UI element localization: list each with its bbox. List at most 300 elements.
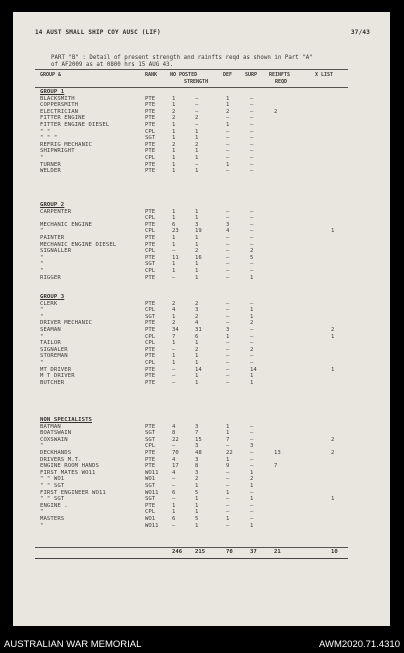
cell-v1: 2 bbox=[172, 141, 176, 148]
cell-v3: – bbox=[226, 235, 230, 241]
cell-trade: TURNER bbox=[40, 161, 61, 168]
cell-rank: CPL bbox=[145, 155, 156, 161]
cell-v2: – bbox=[195, 108, 199, 115]
cell-v4: 1 bbox=[250, 313, 254, 320]
cell-v4: – bbox=[250, 436, 254, 443]
cell-v4: 1 bbox=[250, 522, 254, 529]
cell-v2: 1 bbox=[195, 496, 199, 503]
cell-v1: 23 bbox=[172, 228, 179, 235]
cell-v4: – bbox=[250, 463, 254, 470]
cell-v3: – bbox=[226, 346, 230, 353]
cell-v6: 2 bbox=[331, 327, 335, 333]
cell-v3: – bbox=[226, 307, 230, 314]
unit-heading: 14 AUST SMALL SHIP COY AUSC (LIF) bbox=[35, 29, 161, 36]
cell-v3: 22 bbox=[226, 450, 233, 456]
cell-v2: – bbox=[195, 161, 199, 168]
cell-v4: – bbox=[250, 268, 254, 274]
cell-v4: 2 bbox=[250, 476, 254, 483]
cell-v6: 2 bbox=[331, 450, 335, 456]
col-reinfts: REINFTS bbox=[269, 72, 291, 78]
col-surplus: SURP bbox=[245, 72, 258, 78]
cell-v2: 8 bbox=[195, 463, 199, 470]
cell-v2: 1 bbox=[195, 353, 199, 360]
cell-trade: WELDER bbox=[40, 168, 61, 175]
cell-v2: 3 bbox=[195, 456, 199, 463]
cell-trade: " " " bbox=[40, 135, 58, 142]
group-title: NON SPECIALISTS bbox=[40, 417, 93, 423]
cell-v3: – bbox=[226, 254, 230, 261]
cell-v4: – bbox=[250, 122, 254, 128]
cell-trade: " bbox=[40, 155, 44, 161]
cell-v1: 1 bbox=[172, 502, 176, 509]
cell-rank: CPL bbox=[145, 307, 156, 314]
cell-v4: – bbox=[250, 450, 254, 456]
cell-v4: 5 bbox=[250, 254, 254, 261]
cell-v1: – bbox=[172, 443, 176, 450]
cell-v4: – bbox=[250, 148, 254, 155]
cell-trade: REFRIG MECHANIC bbox=[40, 141, 93, 148]
cell-rank: CPL bbox=[145, 248, 156, 255]
cell-v4: – bbox=[250, 102, 254, 109]
cell-rank: PTE bbox=[145, 168, 156, 175]
cell-v1: 1 bbox=[172, 168, 176, 175]
cell-v2: – bbox=[195, 95, 199, 102]
cell-v2: 3 bbox=[195, 469, 199, 476]
cell-trade: BOATSWAIN bbox=[40, 430, 72, 437]
cell-v1: 6 bbox=[172, 221, 176, 228]
cell-v3: – bbox=[226, 496, 230, 503]
cell-v3: 9 bbox=[226, 463, 230, 470]
cell-v1: 1 bbox=[172, 313, 176, 320]
cell-v1: 11 bbox=[172, 254, 179, 261]
cell-trade: COXSWAIN bbox=[40, 436, 68, 443]
totals-rule-top bbox=[35, 547, 348, 548]
cell-v3: 1 bbox=[226, 456, 230, 463]
archive-reference: AWM2020.71.4310 bbox=[319, 639, 400, 650]
cell-rank: SGT bbox=[145, 135, 156, 142]
cell-v4: – bbox=[250, 353, 254, 360]
cell-v2: 6 bbox=[195, 333, 199, 340]
cell-v2: 5 bbox=[195, 516, 199, 522]
cell-v2: 1 bbox=[195, 208, 199, 215]
cell-v3: – bbox=[226, 502, 230, 509]
cell-rank: PTE bbox=[145, 366, 156, 373]
cell-v1: – bbox=[172, 483, 176, 489]
cell-v1: 1 bbox=[172, 353, 176, 360]
cell-v3: – bbox=[226, 373, 230, 380]
cell-v2: 2 bbox=[195, 346, 199, 353]
cell-v2: 1 bbox=[195, 168, 199, 175]
cell-v1: 34 bbox=[172, 327, 179, 333]
cell-v1: – bbox=[172, 274, 176, 281]
cell-v1: – bbox=[172, 248, 176, 255]
cell-v3: – bbox=[226, 141, 230, 148]
cell-v2: 4 bbox=[195, 320, 199, 327]
cell-rank: PTE bbox=[145, 456, 156, 463]
cell-v3: – bbox=[226, 353, 230, 360]
cell-rank: PTE bbox=[145, 208, 156, 215]
cell-v1: 1 bbox=[172, 261, 176, 268]
cell-v5: 13 bbox=[274, 450, 281, 456]
cell-v4: – bbox=[250, 168, 254, 175]
cell-v1: – bbox=[172, 496, 176, 503]
cell-v4: – bbox=[250, 430, 254, 437]
cell-v3: – bbox=[226, 340, 230, 347]
cell-v4: 2 bbox=[250, 248, 254, 255]
cell-v3: – bbox=[226, 261, 230, 268]
cell-trade: CLERK bbox=[40, 300, 58, 307]
cell-v1: 6 bbox=[172, 516, 176, 522]
cell-rank: WO11 bbox=[145, 469, 159, 476]
cell-v4: – bbox=[250, 333, 254, 340]
cell-v3: 1 bbox=[226, 333, 230, 340]
cell-rank: CPL bbox=[145, 443, 156, 450]
cell-v2: 14 bbox=[195, 366, 202, 373]
cell-trade: ENGINE ROOM HANDS bbox=[40, 463, 99, 470]
cell-v2: 2 bbox=[195, 476, 199, 483]
cell-v1: 2 bbox=[172, 115, 176, 122]
cell-v2: 1 bbox=[195, 522, 199, 529]
group-title: GROUP 2 bbox=[40, 202, 65, 208]
cell-v3: 1 bbox=[226, 516, 230, 522]
group-title: GROUP 1 bbox=[40, 89, 65, 95]
cell-v3: – bbox=[226, 469, 230, 476]
total-v5: 21 bbox=[274, 549, 281, 555]
cell-v2: 1 bbox=[195, 274, 199, 281]
cell-trade: " " SGT bbox=[40, 483, 65, 489]
cell-v3: – bbox=[226, 128, 230, 135]
cell-v2: 1 bbox=[195, 135, 199, 142]
cell-v2: 2 bbox=[195, 141, 199, 148]
cell-v4: 14 bbox=[250, 366, 257, 373]
cell-trade: BATMAN bbox=[40, 423, 61, 430]
cell-trade: DRIVERS M.T. bbox=[40, 456, 82, 463]
table-row bbox=[13, 523, 390, 530]
cell-rank: CPL bbox=[145, 268, 156, 274]
totals-row bbox=[13, 549, 390, 556]
cell-rank: PTE bbox=[145, 320, 156, 327]
cell-v6: 1 bbox=[331, 333, 335, 340]
cell-v5: 7 bbox=[274, 463, 278, 470]
cell-trade: FIRST MATES WO11 bbox=[40, 469, 96, 476]
cell-trade: " " bbox=[40, 128, 51, 135]
cell-trade: SHIPWRIGHT bbox=[40, 148, 75, 155]
cell-v1: 1 bbox=[172, 122, 176, 128]
cell-trade: DECKHANDS bbox=[40, 450, 72, 456]
cell-v2: 1 bbox=[195, 360, 199, 366]
cell-trade: ENGINE . bbox=[40, 502, 68, 509]
cell-v1: – bbox=[172, 366, 176, 373]
cell-v1: 2 bbox=[172, 108, 176, 115]
cell-v2: 1 bbox=[195, 340, 199, 347]
cell-trade: " bbox=[40, 307, 44, 314]
cell-v4: – bbox=[250, 95, 254, 102]
cell-v3: – bbox=[226, 168, 230, 175]
cell-v4: – bbox=[250, 115, 254, 122]
document-sheet bbox=[13, 12, 390, 626]
cell-v4: – bbox=[250, 221, 254, 228]
table-row bbox=[13, 168, 390, 175]
cell-v1: 1 bbox=[172, 235, 176, 241]
col-group: GROUP & bbox=[40, 72, 62, 78]
cell-v3: 1 bbox=[226, 430, 230, 437]
cell-v4: 2 bbox=[250, 346, 254, 353]
cell-v4: – bbox=[250, 300, 254, 307]
cell-v2: – bbox=[195, 102, 199, 109]
cell-v1: 1 bbox=[172, 360, 176, 366]
cell-v3: 2 bbox=[226, 108, 230, 115]
cell-trade: SIGNALLER bbox=[40, 248, 72, 255]
col-posted: NO POSTED bbox=[170, 72, 198, 78]
group-title: GROUP 3 bbox=[40, 294, 65, 300]
cell-v1: 4 bbox=[172, 423, 176, 430]
cell-v1: 17 bbox=[172, 463, 179, 470]
cell-rank: CPL bbox=[145, 509, 156, 516]
cell-rank: PTE bbox=[145, 300, 156, 307]
cell-rank: PTE bbox=[145, 161, 156, 168]
cell-rank: CPL bbox=[145, 228, 156, 235]
cell-v1: – bbox=[172, 379, 176, 386]
cell-v3: 1 bbox=[226, 423, 230, 430]
cell-v1: 1 bbox=[172, 161, 176, 168]
page-reference: 37/43 bbox=[351, 29, 371, 36]
cell-v1: 2 bbox=[172, 320, 176, 327]
cell-rank: SGT bbox=[145, 496, 156, 503]
cell-rank: PTE bbox=[145, 346, 156, 353]
cell-v2: 19 bbox=[195, 228, 202, 235]
total-v1: 246 bbox=[172, 549, 183, 555]
cell-v4: – bbox=[250, 516, 254, 522]
cell-v4: – bbox=[250, 135, 254, 142]
cell-v3: – bbox=[226, 366, 230, 373]
cell-v1: 1 bbox=[172, 241, 176, 248]
cell-trade: MT DRIVER bbox=[40, 366, 72, 373]
cell-v3: – bbox=[226, 115, 230, 122]
cell-v4: – bbox=[250, 108, 254, 115]
cell-trade: " bbox=[40, 268, 44, 274]
cell-v4: 1 bbox=[250, 496, 254, 503]
cell-v4: 1 bbox=[250, 373, 254, 380]
cell-trade: " " SGT bbox=[40, 496, 65, 503]
cell-trade: " bbox=[40, 522, 44, 529]
cell-v3: – bbox=[226, 443, 230, 450]
cell-trade: M T DRIVER bbox=[40, 373, 75, 380]
total-v6: 10 bbox=[331, 549, 338, 555]
cell-v4: – bbox=[250, 215, 254, 222]
cell-v3: – bbox=[226, 522, 230, 529]
cell-v3: – bbox=[226, 248, 230, 255]
total-v4: 37 bbox=[250, 549, 257, 555]
cell-rank: CPL bbox=[145, 215, 156, 222]
cell-v4: 1 bbox=[250, 274, 254, 281]
cell-v1: 4 bbox=[172, 307, 176, 314]
cell-v4: 1 bbox=[250, 469, 254, 476]
cell-v4: – bbox=[250, 340, 254, 347]
cell-rank: SGT bbox=[145, 313, 156, 320]
cell-trade: COPPERSMITH bbox=[40, 102, 79, 109]
cell-rank: WO11 bbox=[145, 522, 159, 529]
cell-rank: PTE bbox=[145, 115, 156, 122]
cell-v1: 22 bbox=[172, 436, 179, 443]
cell-v6: 2 bbox=[331, 436, 335, 443]
cell-rank: SGT bbox=[145, 483, 156, 489]
cell-v2: 1 bbox=[195, 128, 199, 135]
cell-trade: " bbox=[40, 261, 44, 268]
cell-v3: 1 bbox=[226, 122, 230, 128]
cell-trade: " " WO1 bbox=[40, 476, 65, 483]
table-rule-header bbox=[35, 87, 348, 88]
cell-v2: 7 bbox=[195, 430, 199, 437]
cell-trade: RIGGER bbox=[40, 274, 61, 281]
cell-v4: – bbox=[250, 489, 254, 496]
cell-rank: PTE bbox=[145, 254, 156, 261]
cell-trade: " bbox=[40, 333, 44, 340]
cell-trade: " bbox=[40, 360, 44, 366]
cell-v2: 1 bbox=[195, 268, 199, 274]
cell-trade: DRIVER MECHANIC bbox=[40, 320, 93, 327]
cell-v4: 1 bbox=[250, 307, 254, 314]
cell-rank: SGT bbox=[145, 430, 156, 437]
cell-v4: – bbox=[250, 228, 254, 235]
cell-v3: 1 bbox=[226, 95, 230, 102]
cell-v2: 1 bbox=[195, 373, 199, 380]
cell-v4: 1 bbox=[250, 379, 254, 386]
cell-rank: WO1 bbox=[145, 476, 156, 483]
cell-v1: 8 bbox=[172, 430, 176, 437]
totals-rule-bottom bbox=[35, 558, 348, 559]
cell-rank: PTE bbox=[145, 423, 156, 430]
cell-rank: WO1 bbox=[145, 516, 156, 522]
cell-trade: " bbox=[40, 313, 44, 320]
cell-v4: – bbox=[250, 161, 254, 168]
cell-v2: 1 bbox=[195, 235, 199, 241]
cell-v1: 6 bbox=[172, 489, 176, 496]
cell-v2: 2 bbox=[195, 313, 199, 320]
cell-trade: PAINTER bbox=[40, 235, 65, 241]
cell-rank: PTE bbox=[145, 353, 156, 360]
cell-rank: PTE bbox=[145, 502, 156, 509]
cell-v2: 1 bbox=[195, 509, 199, 516]
cell-v4: – bbox=[250, 423, 254, 430]
cell-v3: 1 bbox=[226, 489, 230, 496]
cell-rank: SGT bbox=[145, 436, 156, 443]
cell-rank: PTE bbox=[145, 122, 156, 128]
cell-v2: 15 bbox=[195, 436, 202, 443]
cell-rank: PTE bbox=[145, 102, 156, 109]
cell-rank: PTE bbox=[145, 463, 156, 470]
cell-v1: 1 bbox=[172, 128, 176, 135]
cell-rank: PTE bbox=[145, 241, 156, 248]
cell-trade: MASTERS bbox=[40, 516, 65, 522]
cell-v3: 3 bbox=[226, 221, 230, 228]
cell-v2: 2 bbox=[195, 248, 199, 255]
cell-trade: FITTER ENGINE DIESEL bbox=[40, 122, 110, 128]
cell-v3: – bbox=[226, 135, 230, 142]
cell-v3: 1 bbox=[226, 161, 230, 168]
cell-trade: TAILOR bbox=[40, 340, 61, 347]
cell-rank: WO11 bbox=[145, 489, 159, 496]
cell-v1: 7 bbox=[172, 333, 176, 340]
cell-trade: CARPENTER bbox=[40, 208, 72, 215]
cell-v2: 2 bbox=[195, 300, 199, 307]
cell-trade: FITTER ENGINE bbox=[40, 115, 86, 122]
cell-v2: 1 bbox=[195, 502, 199, 509]
cell-v4: – bbox=[250, 155, 254, 161]
table-row bbox=[13, 275, 390, 282]
cell-v2: 3 bbox=[195, 443, 199, 450]
cell-v3: – bbox=[226, 320, 230, 327]
cell-v3: – bbox=[226, 208, 230, 215]
cell-rank: CPL bbox=[145, 340, 156, 347]
cell-v2: 16 bbox=[195, 254, 202, 261]
cell-rank: PTE bbox=[145, 379, 156, 386]
col-remarks: X LIST bbox=[315, 72, 334, 78]
cell-v2: 1 bbox=[195, 215, 199, 222]
cell-rank: PTE bbox=[145, 148, 156, 155]
cell-trade: " bbox=[40, 254, 44, 261]
cell-v1: 4 bbox=[172, 469, 176, 476]
cell-v4: 2 bbox=[250, 320, 254, 327]
cell-rank: CPL bbox=[145, 360, 156, 366]
cell-v2: 1 bbox=[195, 155, 199, 161]
cell-v3: 3 bbox=[226, 327, 230, 333]
cell-v2: 2 bbox=[195, 115, 199, 122]
cell-trade: FIRST ENGINEER WO11 bbox=[40, 489, 106, 496]
cell-v2: 1 bbox=[195, 379, 199, 386]
cell-v2: 1 bbox=[195, 261, 199, 268]
cell-v1: 1 bbox=[172, 135, 176, 142]
cell-v1: 1 bbox=[172, 102, 176, 109]
cell-rank: CPL bbox=[145, 333, 156, 340]
total-v2: 215 bbox=[195, 549, 206, 555]
col-rank: RANK bbox=[145, 72, 158, 78]
cell-v1: – bbox=[172, 373, 176, 380]
cell-rank: PTE bbox=[145, 235, 156, 241]
cell-v4: – bbox=[250, 128, 254, 135]
cell-v6: 1 bbox=[331, 366, 335, 373]
cell-v6: 1 bbox=[331, 496, 335, 503]
cell-v3: – bbox=[226, 241, 230, 248]
cell-v1: – bbox=[172, 476, 176, 483]
col-reqd: REQD bbox=[275, 79, 288, 85]
cell-rank: PTE bbox=[145, 95, 156, 102]
cell-v2: 5 bbox=[195, 489, 199, 496]
cell-rank: PTE bbox=[145, 141, 156, 148]
cell-trade: " bbox=[40, 228, 44, 235]
cell-v4: – bbox=[250, 235, 254, 241]
archive-footer bbox=[0, 637, 404, 653]
cell-v3: – bbox=[226, 300, 230, 307]
cell-v1: 1 bbox=[172, 208, 176, 215]
cell-trade: ELECTRICIAN bbox=[40, 108, 79, 115]
cell-trade: SIGNALER bbox=[40, 346, 68, 353]
cell-v2: 31 bbox=[195, 327, 202, 333]
cell-v2: 1 bbox=[195, 241, 199, 248]
cell-v2: 1 bbox=[195, 483, 199, 489]
cell-v1: – bbox=[172, 346, 176, 353]
cell-trade: MECHANIC ENGINE bbox=[40, 221, 93, 228]
description-line-1: PART "B" : Detail of present strength and rainfts reqd as shown in Part "A" bbox=[51, 55, 313, 61]
cell-v3: – bbox=[226, 360, 230, 366]
cell-v3: – bbox=[226, 215, 230, 222]
cell-v1: 1 bbox=[172, 95, 176, 102]
cell-trade: SEAMAN bbox=[40, 327, 61, 333]
cell-v1: 1 bbox=[172, 215, 176, 222]
cell-v4: – bbox=[250, 208, 254, 215]
cell-v5: 2 bbox=[274, 108, 278, 115]
cell-v3: – bbox=[226, 509, 230, 516]
cell-v3: – bbox=[226, 268, 230, 274]
